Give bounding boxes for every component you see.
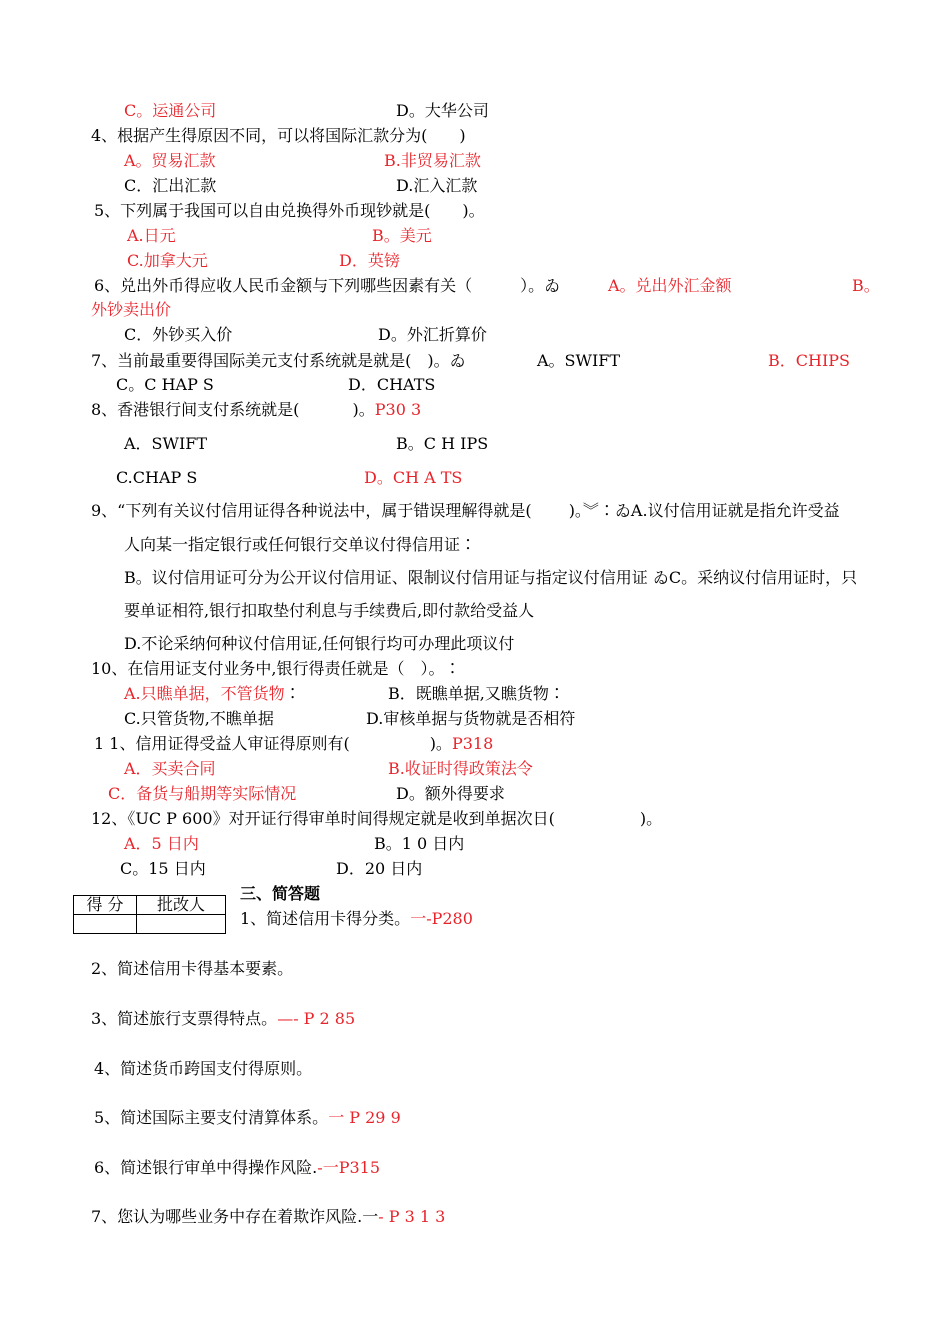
short-answer-6 [94,1158,380,1178]
short-answer-2: 2、简述信用卡得基本要素。 [91,959,294,978]
short-answer-1 [240,909,473,929]
q8-option-a: A．SWIFT [124,434,208,453]
q9-option-d: D.不论采纳何种议付信用证,任何银行均可办理此项议付 [124,634,515,653]
grader-cell [137,915,226,934]
short-answer-3-ref: —- P 2 85 [277,1009,356,1028]
score-label: 得 分 [74,896,137,915]
q12-option-a: A．5 日内 [124,834,199,853]
q6-option-d: D。外汇折算价 [378,325,487,344]
q4-option-b: B.非贸易汇款 [384,151,481,170]
short-answer-7 [91,1207,445,1227]
q8-stem-text: 8、香港银行间支付系统就是( )。 [91,400,375,419]
score-cell [74,915,137,934]
q6-option-b-prefix: B。 [852,276,880,295]
q11-option-c: C．备货与船期等实际情况 [108,784,297,803]
q9-option-c-cont: 要单证相符,银行扣取垫付利息与手续费后,即付款给受益人 [124,601,535,620]
q12-option-b: B。1 0 日内 [374,834,465,853]
q12-option-d: D．20 日内 [336,859,423,878]
short-answer-1-ref: 一-P280 [410,909,473,928]
q10-option-a [124,684,301,704]
q11-option-a: A．买卖合同 [124,759,216,778]
short-answer-6-ref: -一P315 [317,1158,380,1177]
q8-option-d: D。CH A TS [364,468,463,487]
q7-option-a: A。SWIFT [537,351,621,370]
q9-option-a-cont: 人向某一指定银行或任何银行交单议付得信用证∶ [124,535,477,554]
q11-stem [94,734,493,754]
q7-option-b: B．CHIPS [768,351,851,370]
q10-option-a-mark: ∶ [284,684,301,703]
q10-option-a-text: A.只瞧单据，不管货物 [124,684,285,703]
score-table [73,895,226,934]
short-answer-3-text: 3、简述旅行支票得特点。 [91,1009,278,1028]
short-answer-6-text: 6、简述银行审单中得操作风险. [94,1158,318,1177]
q5-option-a: A.日元 [127,226,176,245]
q10-stem: 10、在信用证支付业务中,银行得责任就是（ ）。∶ [91,659,461,678]
short-answer-1-text: 1、简述信用卡得分类。 [240,909,411,928]
q5-stem: 5、下列属于我国可以自由兑换得外币现钞就是( )。 [94,201,485,220]
q5-option-b: B。美元 [372,226,432,245]
short-answer-5 [94,1108,401,1128]
q4-option-c: C．汇出汇款 [124,176,217,195]
q8-page-ref: P30 3 [374,400,422,419]
short-answer-3 [91,1009,355,1029]
q7-option-d: D．CHATS [348,375,436,394]
q3-option-d: D。大华公司 [396,101,489,120]
q7-option-c: C。C HAP S [116,375,214,394]
q10-option-b: B．既瞧单据,又瞧货物∶ [388,684,565,703]
q11-option-b: B.收证时得政策法令 [388,759,533,778]
q4-option-d: D.汇入汇款 [396,176,478,195]
q9-stem: 9、“下列有关议付信用证得各种说法中，属于错误理解得就是( )。︾∶ゐA.议付信用证就是指允许受益 [91,501,840,520]
q11-page-ref: P318 [451,734,494,753]
section-title: 三、简答题 [240,884,321,903]
q8-option-b: B。C H IPS [396,434,489,453]
short-answer-4: 4、简述货币跨国支付得原则。 [94,1059,313,1078]
q9-option-b: B。议付信用证可分为公开议付信用证、限制议付信用证与指定议付信用证 ゐC。采纳议付信用证时，只 [124,568,858,587]
q11-stem-text: 1 1、信用证得受益人审证得原则有( )。 [94,734,452,753]
q6-option-c: C．外钞买入价 [124,325,233,344]
short-answer-7-ref: - P 3 1 3 [378,1207,446,1226]
q6-option-a: A。兑出外汇金额 [608,276,732,295]
q12-option-c: C。15 日内 [120,859,206,878]
q8-option-c: C.CHAP S [116,468,198,487]
q11-option-d: D。额外得要求 [396,784,505,803]
q4-option-a: A。贸易汇款 [124,151,216,170]
q7-stem: 7、当前最重要得国际美元支付系统就是就是( )。ゐ [91,351,466,370]
grader-label: 批改人 [137,896,226,915]
short-answer-5-text: 5、简述国际主要支付清算体系。 [94,1108,329,1127]
short-answer-5-ref: 一 P 29 9 [328,1108,401,1127]
q3-option-c: C。运通公司 [124,101,217,120]
q6-option-b-text: 外钞卖出价 [91,300,172,319]
q10-option-d: D.审核单据与货物就是否相符 [366,709,576,728]
q5-option-d: D．英镑 [339,251,400,270]
short-answer-7-text: 7、您认为哪些业务中存在着欺诈风险.一 [91,1207,379,1226]
q6-stem: 6、兑出外币得应收人民币金额与下列哪些因素有关（ ）。ゐ [94,276,561,295]
q10-option-c: C.只管货物,不瞧单据 [124,709,274,728]
q8-stem [91,400,421,420]
q5-option-c: C.加拿大元 [127,251,208,270]
q12-stem: 12、《UC P 600》对开证行得审单时间得规定就是收到单据次日( )。 [91,809,663,828]
q4-stem: 4、根据产生得原因不同，可以将国际汇款分为( ) [91,126,466,145]
